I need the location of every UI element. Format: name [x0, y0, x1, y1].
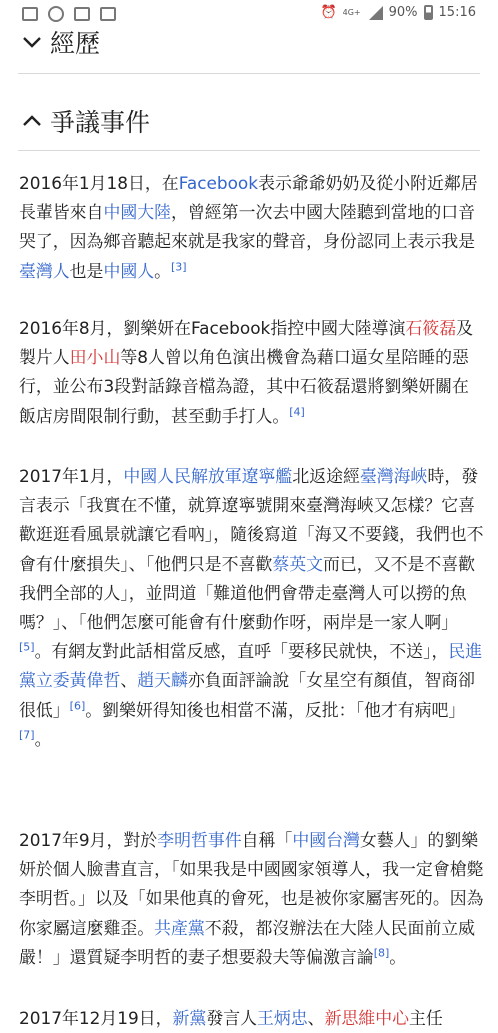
paragraph [19, 169, 485, 286]
reference-sup [171, 260, 187, 273]
citation-link[interactable]: [3] [171, 259, 187, 273]
text-run: ，曾經第一次去中國大陸聽到當地的口音哭了，因為鄉音聽起來就是我家的聲音，身份認同上表示我是 [19, 202, 476, 252]
text-run: 2016年8月，劉樂妍在Facebook指控中國大陸導演 [19, 318, 406, 338]
text-run: 、 [120, 670, 138, 691]
wiki-link[interactable]: 王炳忠 [257, 1008, 308, 1028]
text-run: 、 [307, 1008, 325, 1028]
wiki-link[interactable]: 趙天麟 [137, 670, 188, 691]
text-run: 自稱「 [241, 830, 293, 850]
battery-percent: 90% [388, 5, 418, 20]
chevron-down-icon [18, 28, 46, 56]
section-title: 經歷 [50, 29, 101, 58]
signal-icon [367, 6, 383, 20]
reference-sup [289, 405, 305, 418]
wiki-link[interactable]: 中國台灣 [292, 830, 360, 850]
text-run: 2017年9月，對於 [19, 830, 158, 850]
text-run: 等8人曾以角色演出機會為藉口逼女星陪睡的惡行，並公布3段對話錄音檔為證，其中石筱磊還將劉樂妍關在飯店房間限制行動，甚至動手打人。 [19, 347, 469, 426]
chevron-up-icon [18, 107, 46, 135]
wiki-link[interactable]: 臺灣人 [19, 260, 70, 281]
text-run: 。 [154, 260, 172, 281]
text-run: 。劉樂妍得知後也相當不滿，反批：「他才有病吧」 [85, 699, 466, 720]
text-run: 。 [34, 728, 52, 749]
citation-link[interactable]: [4] [289, 404, 305, 418]
text-run: 主任 [409, 1008, 443, 1028]
wiki-link[interactable]: 中國大陸 [103, 202, 172, 223]
gallery-icon [22, 7, 38, 21]
text-run: 亦負面評論說「女星空有顏值，智商卻很低」 [19, 670, 476, 720]
text-run: 北返途經 [292, 466, 360, 486]
reference-sup [19, 728, 35, 741]
text-run: 發言人 [206, 1008, 257, 1028]
paragraph [19, 826, 485, 972]
wiki-link[interactable]: 臺灣海峽 [359, 466, 428, 486]
notification-icons [22, 6, 116, 22]
wiki-link[interactable]: Facebook [178, 173, 259, 193]
text-run: 2017年1月， [19, 466, 124, 486]
wiki-link[interactable]: 中國人民解放軍遼寧艦 [123, 466, 293, 486]
section-divider [18, 150, 480, 151]
paragraph [19, 462, 485, 754]
checklist-icon [100, 7, 116, 21]
network-type: 4G+ [342, 7, 361, 17]
system-icons [320, 5, 476, 20]
wiki-link[interactable]: 李明哲事件 [157, 830, 242, 850]
text-run: 不殺，都沒辦法在大陸人民面前立威嚴！」還質疑李明哲的妻子想要殺夫等偏激言論 [19, 917, 476, 967]
text-run: 表示爺爺奶奶及從小附近鄰居長輩皆來自 [19, 173, 478, 223]
wiki-link[interactable]: 中國人 [103, 260, 155, 281]
reference-sup [19, 641, 35, 654]
download-icon [74, 7, 90, 21]
paragraph [19, 314, 485, 431]
paragraph [19, 1004, 485, 1033]
text-run: 也是 [69, 260, 104, 281]
clock: 15:16 [438, 5, 476, 20]
reference-sup [70, 699, 86, 712]
section-header-controversies[interactable] [18, 103, 150, 139]
text-run: 而已，又不是不喜歡我們全部的人」，並問道「難道他們會帶走臺灣人可以撈的魚嗎？」、「他們怎麼可能會有什麼動作呀，兩岸是一家人啊」 [19, 553, 476, 633]
battery-icon [424, 5, 433, 20]
citation-link[interactable]: [8] [373, 946, 390, 960]
text-run: 時，發言表示「我實在不懂，就算遼寧號開來臺灣海峽又怎樣？它喜歡逛逛看風景就讓它看吶」，隨後寫道「海又不要錢，我們也不會有什麼損失」、「他們只是不喜歡 [19, 466, 484, 574]
text-run: 。 [389, 946, 407, 967]
citation-link[interactable]: [6] [69, 699, 86, 712]
wiki-link[interactable]: 民進黨立委黃偉哲 [19, 641, 483, 691]
wiki-link[interactable]: 蔡英文 [272, 553, 324, 574]
missing-article-link[interactable]: 石筱磊 [405, 318, 457, 338]
line-app-icon [48, 6, 64, 22]
text-run: 及製片人 [19, 318, 474, 368]
text-run: 2017年12月19日， [19, 1008, 173, 1028]
missing-article-link[interactable]: 新思維中心 [324, 1008, 410, 1028]
section-divider [18, 73, 480, 74]
wiki-link[interactable]: 共產黨 [154, 917, 205, 938]
section-title: 爭議事件 [50, 108, 151, 137]
wiki-link[interactable]: 新黨 [172, 1008, 207, 1028]
citation-link[interactable]: [7] [19, 728, 35, 742]
reference-sup [374, 946, 390, 959]
missing-article-link[interactable]: 田小山 [69, 347, 121, 368]
text-run: 女藝人」的劉樂妍於個人臉書直言，「如果我是中國國家領導人，我一定會槍斃李明哲。」以及「如果他真的會死，也是被你家屬害死的。因為你家屬這麼雞歪。 [19, 830, 484, 938]
section-header-career[interactable] [18, 24, 100, 60]
alarm-icon: ⏰ [320, 5, 337, 20]
text-run: 2016年1月18日，在 [19, 173, 179, 193]
text-run: 。有網友對此話相當反感，直呼「要移民就快，不送」， [34, 641, 449, 662]
citation-link[interactable]: [5] [19, 640, 35, 654]
